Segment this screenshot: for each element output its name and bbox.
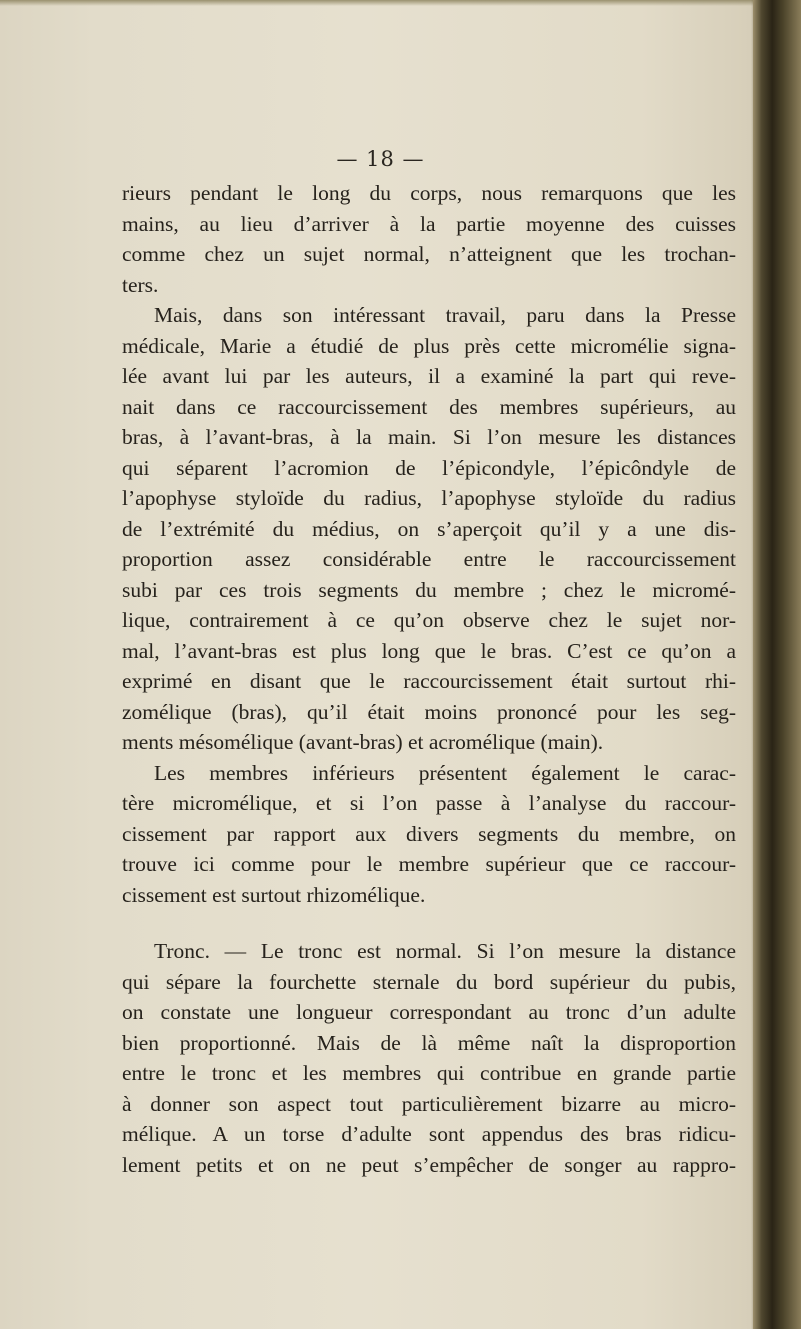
text-line: entre le tronc et les membres qui contribue en grande partie — [122, 1061, 736, 1085]
text-line: Tronc. — Le tronc est normal. Si l’on mesure la distance — [154, 939, 736, 963]
text-line: médicale, Marie a étudié de plus près cette micromélie signa- — [122, 333, 736, 358]
text-line: de l’extrémité du médius, on s’aperçoit qu’il y a une dis- — [122, 516, 736, 541]
text-line: exprimé en disant que le raccourcissement était surtout rhi- — [122, 669, 736, 693]
text-line: qui séparent l’acromion de l’épicondyle, l’épicôndyle de — [122, 455, 736, 480]
section-gap — [122, 910, 736, 936]
text-line: ters. — [122, 272, 159, 297]
text-line: cissement par rapport aux divers segments du membre, on — [122, 821, 736, 846]
body-text — [122, 178, 736, 1180]
page-number: — 18 — — [336, 147, 425, 171]
text-line: trouve ici comme pour le membre supérieur que ce raccour- — [122, 852, 736, 876]
text-line: tère micromélique, et si l’on passe à l’analyse du raccour- — [122, 791, 736, 815]
text-line: nait dans ce raccourcissement des membres supérieurs, au — [122, 394, 736, 419]
text-line: mains, au lieu d’arriver à la partie moyenne des cuisses — [122, 211, 736, 236]
text-line: lement petits et on ne peut s’empêcher de songer au rappro- — [122, 1152, 736, 1177]
page-top-edge — [0, 0, 801, 6]
text-line: ments mésomélique (avant-bras) et acromélique (main). — [122, 730, 604, 754]
text-line: lique, contrairement à ce qu’on observe chez le sujet nor- — [122, 608, 736, 632]
text-line: lée avant lui par les auteurs, il a examiné la part qui reve- — [122, 364, 736, 388]
text-line: proportion assez considérable entre le raccourcissement — [122, 547, 736, 571]
text-line: l’apophyse styloïde du radius, l’apophyse styloïde du radius — [122, 486, 736, 510]
text-line: zomélique (bras), qu’il était moins prononcé pour les seg- — [122, 699, 736, 724]
text-line: Mais, dans son intéressant travail, paru dans la Presse — [154, 303, 736, 327]
text-line: à donner son aspect tout particulièrement bizarre au micro- — [122, 1091, 736, 1116]
text-line: rieurs pendant le long du corps, nous remarquons que les — [122, 181, 736, 205]
text-line: Les membres inférieurs présentent également le carac- — [154, 760, 736, 785]
text-line: mélique. A un torse d’adulte sont appendus des bras ridicu- — [122, 1122, 736, 1146]
book-binding — [753, 0, 801, 1329]
text-line: comme chez un sujet normal, n’atteignent que les trochan- — [122, 242, 736, 266]
text-line: mal, l’avant-bras est plus long que le bras. C’est ce qu’on a — [122, 638, 736, 663]
text-line: cissement est surtout rhizomélique. — [122, 882, 426, 907]
text-line: subi par ces trois segments du membre ; chez le micromé- — [122, 577, 736, 602]
text-line: bras, à l’avant-bras, à la main. Si l’on mesure les distances — [122, 425, 736, 449]
text-line: qui sépare la fourchette sternale du bord supérieur du pubis, — [122, 969, 736, 994]
text-line: bien proportionné. Mais de là même naît la disproportion — [122, 1030, 736, 1055]
text-line: on constate une longueur correspondant au tronc d’un adulte — [122, 1000, 736, 1024]
